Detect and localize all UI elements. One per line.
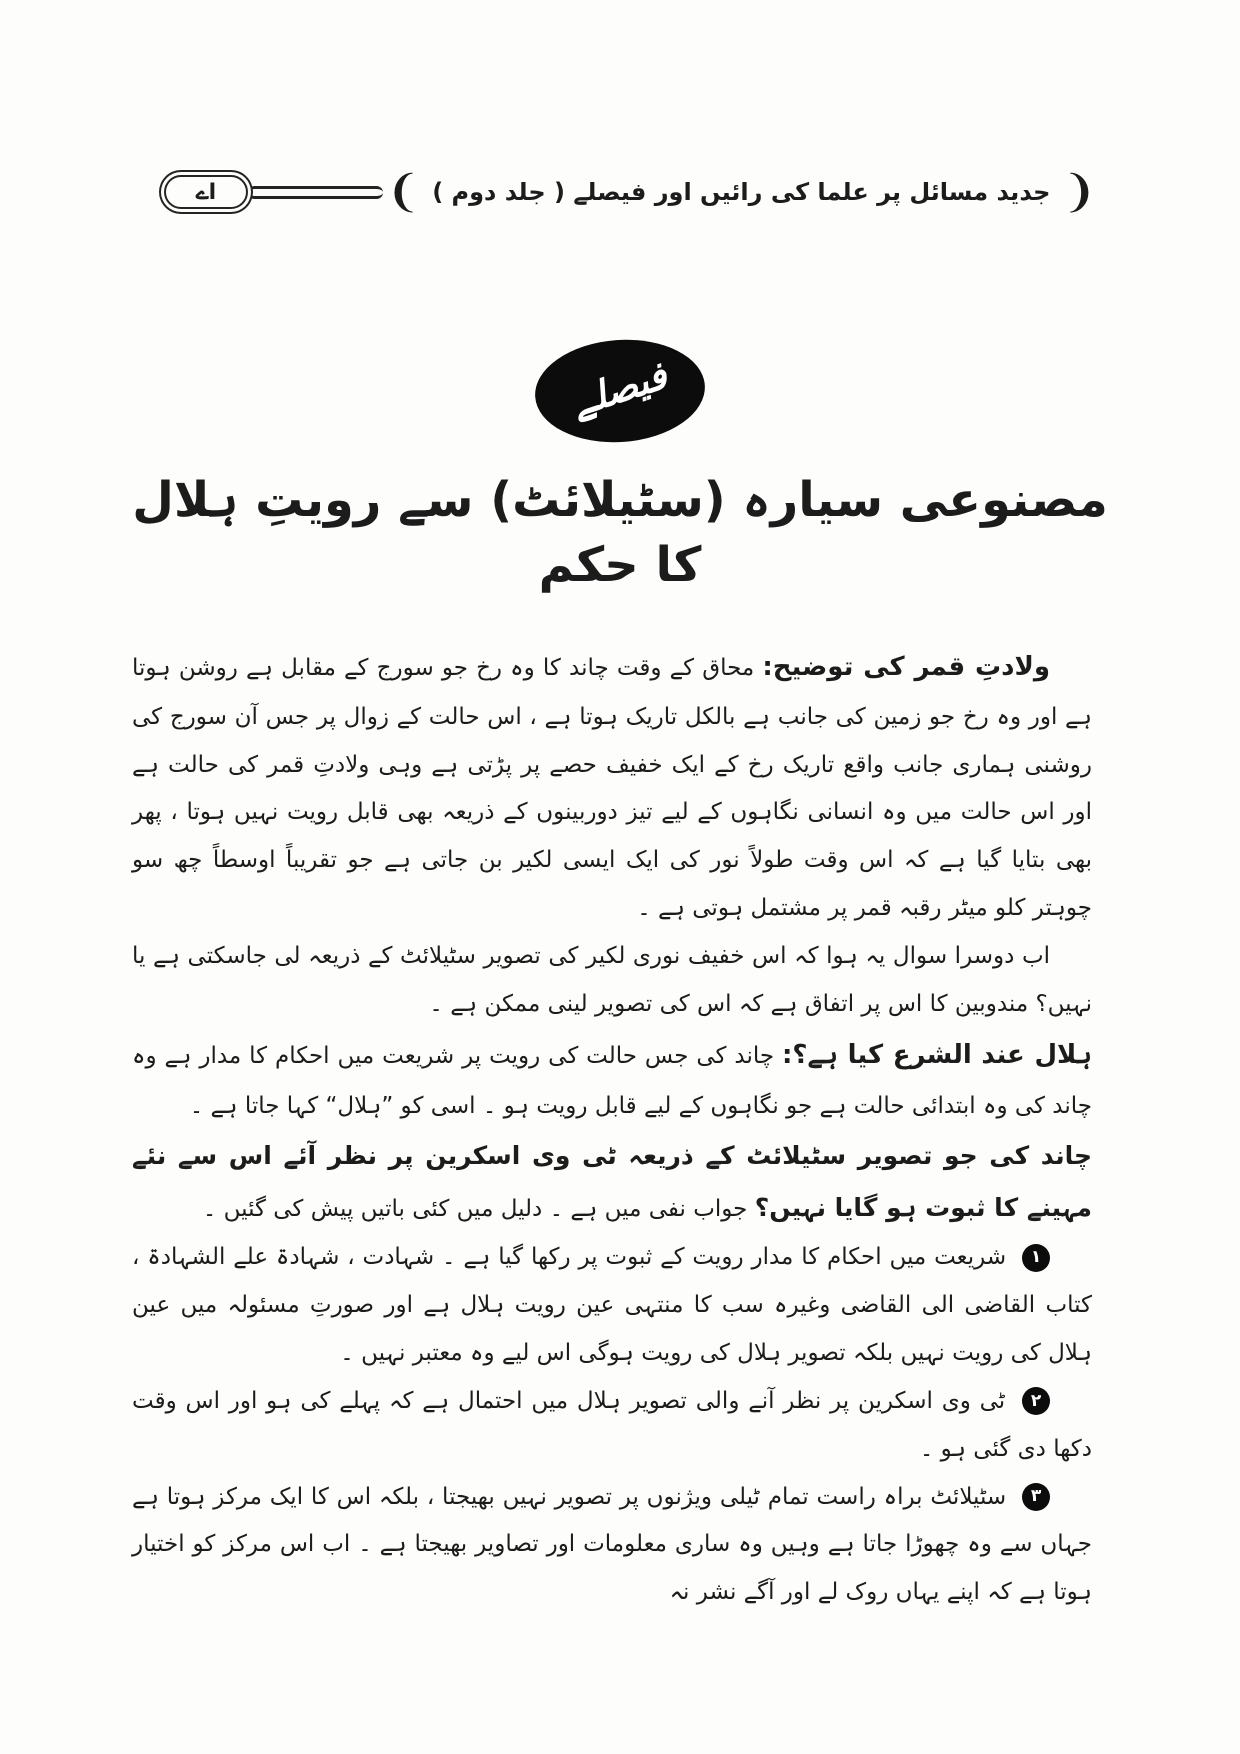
point-text: شریعت میں احکام کا مدار رویت کے ثبوت پر رکھا گیا ہے ۔ شہادت ، شہادۃ علے الشہادۃ ، کتاب القاضی الی القاضی وغیرہ سب کا منتہی عین رویت ہلال ہے اور صورتِ مسئولہ میں عین ہلال کی رویت نہیں بلکہ تصویر ہلال کی رویت ہوگی اس لیے وہ معتبر نہیں ۔ <box>132 1244 1092 1367</box>
header-book-title: جدید مسائل پر علما کی رائیں اور فیصلے ( جلد دوم ) <box>432 178 1051 206</box>
header-bracket-close: ❩ <box>386 166 421 218</box>
header-title-box <box>383 166 1100 218</box>
paragraph-hilal-definition <box>132 1028 1092 1130</box>
point-number-badge <box>1022 1244 1050 1272</box>
page-number: اے <box>195 179 217 205</box>
paragraph-lead: ہلال عند الشرع کیا ہے؟: <box>781 1040 1092 1071</box>
header-bracket-open: ❨ <box>1062 166 1096 218</box>
paragraph-text: اب دوسرا سوال یہ ہوا کہ اس خفیف نوری لکیر کی تصویر سٹیلائٹ کے ذریعہ لی جاسکتی ہے یا نہیں؟ مندوبین کا اس پر اتفاق ہے کہ اس کی تصویر لینی ممکن ہے ۔ <box>132 942 1092 1017</box>
body-text <box>132 640 1092 1617</box>
point-number-badge <box>1022 1387 1050 1415</box>
point-number-badge <box>1022 1483 1050 1511</box>
paragraph-second-question <box>132 933 1092 1029</box>
page-header <box>150 166 1100 218</box>
paragraph-lead: ولادتِ قمر کی توضیح: <box>762 651 1051 682</box>
header-rule <box>248 186 383 199</box>
paragraph-text: چاند کی جس حالت کی رویت پر شریعت میں احکام کا مدار ہے وہ چاند کی وہ ابتدائی حالت ہے جو نگاہوں کے لیے قابل رویت ہو ۔ اسی کو ”ہلال“ کہا جاتا ہے ۔ <box>132 1043 1092 1119</box>
point-number: ۲ <box>1030 1390 1042 1411</box>
section-badge-oval <box>532 334 709 448</box>
paragraph-birth-of-moon <box>132 640 1092 933</box>
point-text: ٹی وی اسکرین پر نظر آنے والی تصویر ہلال میں احتمال ہے کہ پہلے کی ہو اور اس وقت دکھا دی گئی ہو ۔ <box>132 1387 1092 1462</box>
paragraph-text: جواب نفی میں ہے ۔ دلیل میں کئی باتیں پیش کی گئیں ۔ <box>202 1196 748 1223</box>
point-number: ۳ <box>1030 1486 1042 1507</box>
point-text: سٹیلائٹ براہ راست تمام ٹیلی ویژنوں پر تصویر نہیں بھیجتا ، بلکہ اس کا ایک مرکز ہوتا ہے جہاں سے وہ چھوڑا جاتا ہے وہیں وہ ساری معلومات اور تصاویر بھیجتا ہے ۔ اب اس مرکز کو اختیار ہوتا ہے کہ اپنے یہاں روک لے اور آگے نشر نہ <box>132 1483 1092 1606</box>
numbered-point-1 <box>132 1234 1092 1377</box>
page-number-capsule <box>164 175 248 209</box>
paragraph-text: محاق کے وقت چاند کا وہ رخ جو سورج کے مقابل ہے روشن ہوتا ہے اور وہ رخ جو زمین کی جانب ہے بالکل تاریک ہوتا ہے ، اس حالت کے زوال پر جس آن سورج کی روشنی ہماری جانب واقع تاریک رخ کے ایک خفیف حصے پر پڑتی ہے وہی ولادتِ قمر کی حالت ہے اور اس حالت میں وہ انسانی نگاہوں کے لیے تیز دوربینوں کے ذریعہ بھی قابل رویت نہیں ہوتا ، پھر بھی بتایا گیا ہے کہ اس وقت طولاً نور کی ایک ایسی لکیر بن جاتی ہے جو تقریباً اوسطاً چھ سو چوہتر کلو میٹر رقبہ قمر پر مشتمل ہوتی ہے ۔ <box>132 654 1092 921</box>
section-badge-wrap <box>0 340 1240 442</box>
paragraph-tv-screen-question <box>132 1130 1092 1234</box>
chapter-title: مصنوعی سیارہ (سٹیلائٹ) سے رویتِ ہلال کا حکم <box>132 472 1108 593</box>
point-number: ۱ <box>1030 1247 1042 1268</box>
numbered-point-2 <box>132 1378 1092 1474</box>
section-badge-label: فیصلے <box>566 353 673 426</box>
paragraph-lead: چاند کی جو تصویر سٹیلائٹ کے ذریعہ ٹی وی اسکرین پر نظر آئے اس سے نئے مہینے کا ثبوت ہو گایا نہیں؟ <box>132 1141 1092 1223</box>
numbered-point-3 <box>132 1474 1092 1617</box>
